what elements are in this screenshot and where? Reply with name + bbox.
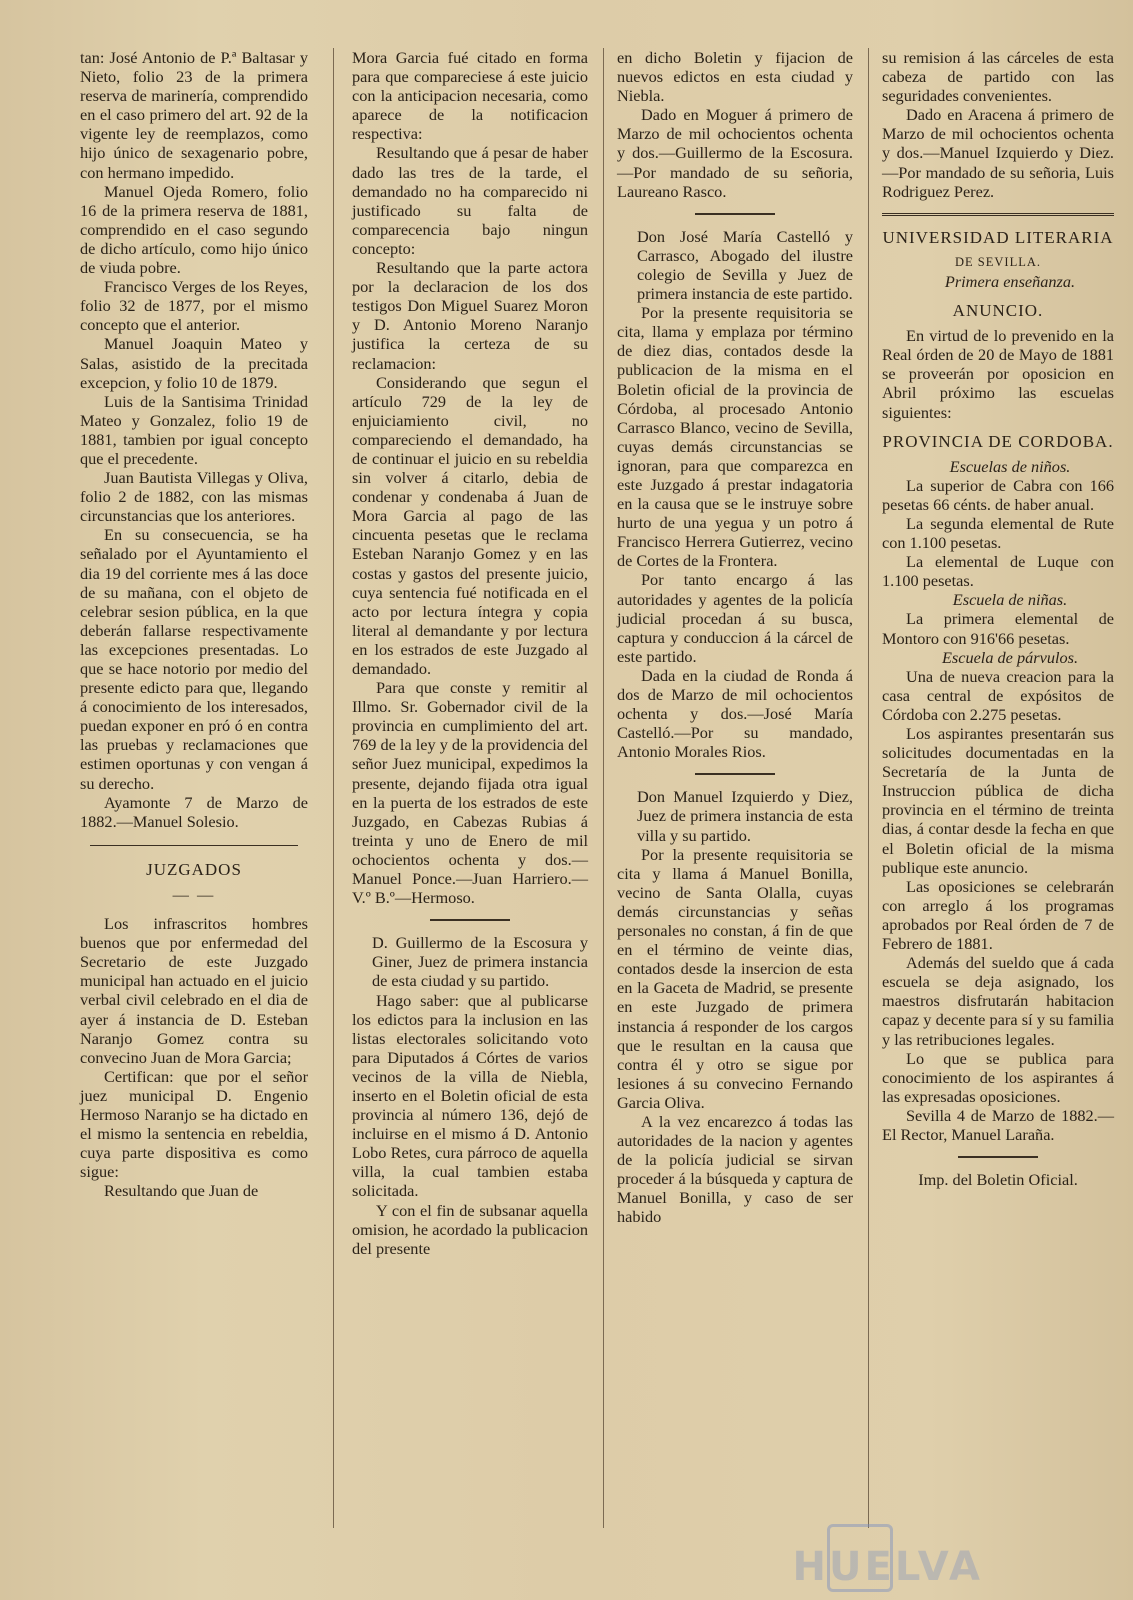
paragraph: Francisco Verges de los Reyes, folio 32 de 1877, por el mismo concepto que el anterior. (80, 277, 308, 335)
edict-heading: D. Guillermo de la Escosura y Giner, Juez de primera instancia de esta ciudad y su partido. (372, 933, 588, 991)
column-divider (603, 48, 604, 1528)
paragraph: Los aspirantes presentarán sus solicitudes documentadas en la Secretaría de la Junta de Instruccion pública de dicha provincia en el término de treinta dias, á contar desde la fecha en que el Boletin oficial de la misma publique este anuncio. (882, 724, 1114, 877)
column-2 (352, 48, 588, 1258)
paragraph: en dicho Boletin y fijacion de nuevos edictos en esta ciudad y Niebla. (617, 48, 853, 106)
paragraph: Por la presente requisitoria se cita, llama y emplaza por término de diez dias, contados desde la publicacion de la misma en el Boletin oficial de la provincia de Córdoba, al procesado Antonio Carrasco Blanco, vecino de Sevilla, cuyas demás circunstancias se ignoran, para que comparezca en este Juzgado á prestar indagatoria en la causa que se le instruye sobre hurto de una yegua y un potro á Francisco Herrera Gutierrez, vecino de Cortes de la Frontera. (617, 303, 853, 571)
paragraph: En su consecuencia, se ha señalado por el Ayuntamiento el dia 19 del corriente mes á las doce de su mañana, con el objeto de celebrar sesion pública, en la que deberán fallarse respectivamente las excepciones presentadas. Lo que se hace notorio por medio del presente edicto para que, llegando á conocimiento de los interesados, puedan exponer en pró ó en contra las pruebas y reclamaciones que estimen oportunas y con vengan á su derecho. (80, 525, 308, 793)
paragraph: Mora Garcia fué citado en forma para que compareciese á este juicio con la anticipacion necesaria, como aparece de la notificacion respectiva: (352, 48, 588, 144)
paragraph: En virtud de lo prevenido en la Real órden de 20 de Mayo de 1881 se proveerán por oposicion en Abril próximo las escuelas siguientes: (882, 326, 1114, 422)
paragraph: La elemental de Luque con 1.100 pesetas. (882, 552, 1114, 591)
paragraph: tan: José Antonio de P.ª Baltasar y Nieto, folio 23 de la primera reserva de marinería, comprendido en el caso primero del art. 92 de la vigente ley de reemplazos, como hijo único de sexagenario pobre, con hermano impedido. (80, 48, 308, 182)
paragraph: Las oposiciones se celebrarán con arreglo á los programas aprobados por Real órden de 7 de Febrero de 1881. (882, 876, 1114, 954)
paragraph: Luis de la Santisima Trinidad Mateo y Gonzalez, folio 19 de 1881, tambien por igual concepto que el precedente. (80, 391, 308, 468)
university-title: UNIVERSIDAD LITERARIA (882, 227, 1114, 247)
paragraph: Por la presente requisitoria se cita y llama á Manuel Bonilla, vecino de Santa Olalla, cuyas demás circunstancias y señas personales no constan, á fin de que en el término de veinte dias, contados desde la insercion de esta en la Gaceta de Madrid, se presente en este Juzgado de primera instancia á responder de los cargos que le resultan en la causa que contra él y otro se sigue por lesiones á su convecino Fernando Garcia Oliva. (617, 844, 853, 1112)
archive-watermark: HUELVA (792, 1544, 983, 1590)
paragraph: Para que conste y remitir al Illmo. Sr. Gobernador civil de la provincia en cumplimiento del art. 769 de la ley y de la providencia del señor Juez municipal, expedimos la presente, dejando fijada otra igual en la puerta de los estrados de este Juzgado, en Cabezas Rubias á treinta y uno de Enero de mil ochocientos ochenta y dos.—Manuel Ponce.—Juan Harriero.—V.º B.º—Hermoso. (352, 678, 588, 908)
paragraph: Los infrascritos hombres buenos que por enfermedad del Secretario de este Juzgado municipal han actuado en el juicio verbal civil celebrado en el dia de ayer á instancia de D. Esteban Naranjo Gomez contra su convecino Juan de Mora Garcia; (80, 914, 308, 1067)
column-3 (617, 48, 853, 1227)
signature-line: Sevilla 4 de Marzo de 1882.—El Rector, Manuel Laraña. (882, 1105, 1114, 1144)
section-rule (958, 1156, 1038, 1158)
paragraph: Dada en la ciudad de Ronda á dos de Marzo de mil ochocientos ochenta y dos.—José María Castelló.—Por su mandado, Antonio Morales Rios. (617, 665, 853, 762)
provincia-title: PROVINCIA DE CORDOBA. (882, 431, 1114, 451)
paragraph: Una de nueva creacion para la casa central de expósitos de Córdoba con 2.275 pesetas. (882, 666, 1114, 724)
paragraph: Considerando que segun el artículo 729 de la ley de enjuiciamiento civil, no compareciendo el demandado, ha de continuar el juicio en su rebeldia sin volver á citarlo, debia de condenar y condenaba á Juan de Mora Garcia al pago de las cincuenta pesetas que le reclama Esteban Naranjo Gomez y en las costas y gastos del presente juicio, cuya sentencia fué notificada en el acto por lectura íntegra y copia literal al demandante y por lectura en los estrados de este Juzgado al demandado. (352, 372, 588, 678)
printer-imprint: Imp. del Boletin Oficial. (918, 1170, 1078, 1190)
paragraph: Juan Bautista Villegas y Oliva, folio 2 de 1882, con las mismas circunstancias que los anteriores. (80, 468, 308, 526)
paragraph: Lo que se publica para conocimiento de los aspirantes á las expresadas oposiciones. (882, 1048, 1114, 1106)
section-rule (695, 773, 775, 775)
paragraph: Manuel Joaquin Mateo y Salas, asistido de la precitada excepcion, y folio 10 de 1879. (80, 334, 308, 392)
subheading: Escuelas de niños. (949, 456, 1071, 476)
paragraph: Hago saber: que al publicarse los edictos para la inclusion en las listas electorales solicitando voto para Diputados á Córtes de varios vecinos de la villa de Niebla, inserto en el Boletin oficial de esta provincia al número 136, dejó de incluirse en el mismo á D. Antonio Lobo Retes, cura párroco de aquella villa, la cual tambien estaba solicitada. (352, 990, 588, 1201)
requisitoria-heading: Don Manuel Izquierdo y Diez, Juez de primera instancia de esta villa y su partido. (637, 787, 853, 845)
column-4 (882, 48, 1114, 1189)
paragraph: A la vez encarezco á todas las autoridades de la nacion y agentes de la policía judicial se sirvan proceder á la búsqueda y captura de Manuel Bonilla, y caso de ser habido (617, 1111, 853, 1227)
paragraph: Por tanto encargo á las autoridades y agentes de la policía judicial procedan á su busca, captura y conduccion á la cárcel de este partido. (617, 570, 853, 666)
paragraph: La superior de Cabra con 166 pesetas 66 cénts. de haber anual. (882, 475, 1114, 514)
anuncio-title: ANUNCIO. (952, 301, 1044, 321)
title-dash: — — (172, 884, 216, 904)
column-divider (868, 48, 869, 1528)
paragraph: La primera elemental de Montoro con 916'66 pesetas. (882, 609, 1114, 648)
university-subtitle: DE SEVILLA. (955, 254, 1041, 269)
section-subtitle: Primera enseñanza. (944, 271, 1076, 291)
subheading: Escuela de niñas. (952, 590, 1068, 610)
paragraph: Certifican: que por el señor juez municipal D. Engenio Hermoso Naranjo se ha dictado en el mismo la sentencia en rebeldia, cuya parte dispositiva es como sigue: (80, 1066, 308, 1182)
signature-line: Ayamonte 7 de Marzo de 1882.—Manuel Solesio. (80, 792, 308, 831)
paragraph: Dado en Moguer á primero de Marzo de mil ochocientos ochenta y dos.—Guillermo de la Escosura.—Por mandado de su señoria, Laureano Rasco. (617, 105, 853, 201)
section-rule (695, 213, 775, 215)
paragraph: Dado en Aracena á primero de Marzo de mil ochocientos ochenta y dos.—Manuel Izquierdo y Diez.—Por mandado de su señoria, Luis Rodriguez Perez. (882, 105, 1114, 201)
paragraph: La segunda elemental de Rute con 1.100 pesetas. (882, 513, 1114, 553)
column-1 (80, 48, 308, 1200)
section-rule (882, 213, 1114, 216)
section-rule (90, 845, 298, 846)
paragraph: Además del sueldo que á cada escuela se deja asignado, los maestros disfrutarán habitacion capaz y decente para sí y su familia y las retribuciones legales. (882, 953, 1114, 1049)
paragraph: Resultando que Juan de (104, 1181, 259, 1201)
column-divider (333, 48, 334, 1528)
paragraph: Resultando que la parte actora por la declaracion de los dos testigos Don Miguel Suarez Moron y D. Antonio Moreno Naranjo justifica la certeza de su reclamacion: (352, 258, 588, 373)
paragraph: Manuel Ojeda Romero, folio 16 de la primera reserva de 1881, comprendido en el caso segundo de dicho artículo, como hijo único de viuda pobre. (80, 181, 308, 278)
paragraph: Resultando que á pesar de haber dado las tres de la tarde, el demandado no ha comparecido ni justificado su falta de comparecencia bajo ningun concepto: (352, 143, 588, 258)
requisitoria-heading: Don José María Castelló y Carrasco, Abogado del ilustre colegio de Sevilla y Juez de primera instancia de este partido. (637, 226, 853, 304)
paragraph: Y con el fin de subsanar aquella omision, he acordado la publicacion del presente (352, 1200, 588, 1258)
subheading: Escuela de párvulos. (941, 647, 1079, 667)
section-title-juzgados: JUZGADOS (146, 859, 242, 879)
paragraph: su remision á las cárceles de esta cabeza de partido con las seguridades convenientes. (882, 48, 1114, 106)
section-rule (430, 919, 510, 921)
